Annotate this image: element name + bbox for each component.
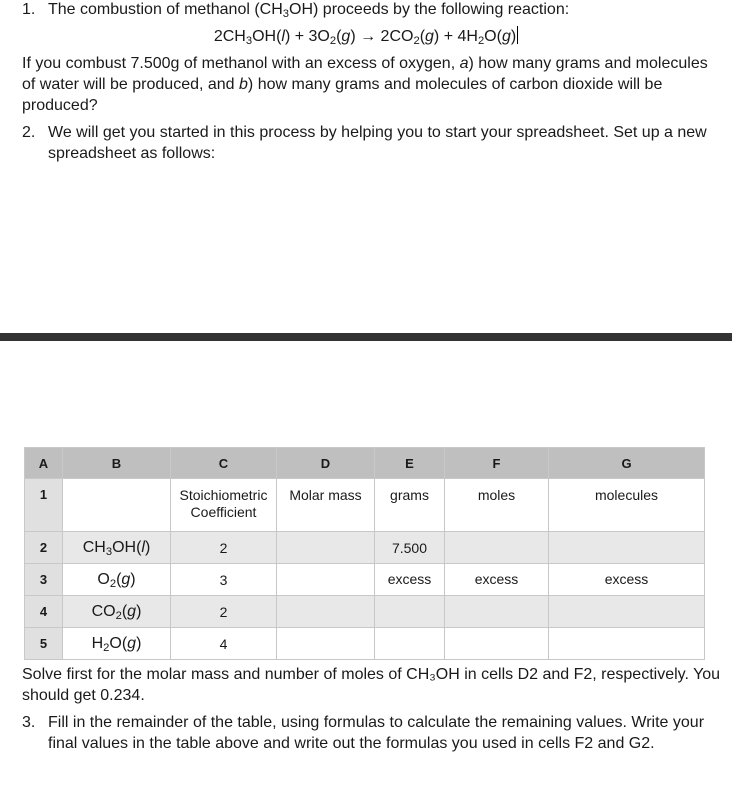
item2-number: 2.: [22, 124, 36, 141]
cell-g2[interactable]: [549, 532, 705, 564]
cell-b3[interactable]: $O_2(g)$: [63, 564, 171, 596]
col-header-a[interactable]: A: [25, 448, 63, 479]
row-header-5[interactable]: 5: [25, 628, 63, 660]
reaction-equation: $2CH_3OH(l) + 3O_2(g) \to 2CO_2(g) + 4H_2O(g)$: [213, 28, 517, 47]
cell-c2[interactable]: 2: [171, 532, 277, 564]
col-header-e[interactable]: E: [375, 448, 445, 479]
item3-number: 3.: [22, 714, 36, 731]
table-row: [25, 479, 705, 532]
cell-d2[interactable]: [277, 532, 375, 564]
item2-text: We will get you started in this process by helping you to start your spreadsheet. Set up a new spreadsheet as follows:: [48, 124, 707, 162]
item3-text: Fill in the remainder of the table, using formulas to calculate the remaining values. Write your final values in the table above and write out the formulas you used in cells F2 and G2.: [48, 714, 705, 752]
cell-d5[interactable]: [277, 628, 375, 660]
row-header-1[interactable]: 1: [25, 479, 63, 532]
item1-question: If you combust 7.500g of methanol with an excess of oxygen, a) how many grams and molecules of water will be produced, and b) how many grams and molecules of carbon dioxide will be produced?: [22, 55, 708, 114]
table-row: [25, 532, 705, 564]
col-header-d[interactable]: D: [277, 448, 375, 479]
spreadsheet-table: [24, 447, 705, 660]
item1-number: 1.: [22, 1, 36, 18]
cell-e4[interactable]: [375, 596, 445, 628]
cell-f4[interactable]: [445, 596, 549, 628]
cell-c1[interactable]: Stoichiometric Coefficient: [171, 479, 277, 532]
table-row: [25, 564, 705, 596]
cell-f2[interactable]: [445, 532, 549, 564]
cell-d1[interactable]: Molar mass: [277, 479, 375, 532]
cell-d3[interactable]: [277, 564, 375, 596]
text-cursor: [517, 26, 518, 44]
item1-heading: 1. The combustion of methanol $(CH_3OH)$ proceeds by the following reaction:: [22, 1, 570, 20]
cell-f3[interactable]: excess: [445, 564, 549, 596]
cell-f1[interactable]: moles: [445, 479, 549, 532]
cell-g1[interactable]: molecules: [549, 479, 705, 532]
cell-b2[interactable]: $CH_3OH(l)$: [63, 532, 171, 564]
table-row: [25, 628, 705, 660]
cell-b4[interactable]: $CO_2(g)$: [63, 596, 171, 628]
cell-c3[interactable]: 3: [171, 564, 277, 596]
cell-b1[interactable]: [63, 479, 171, 532]
row-header-2[interactable]: 2: [25, 532, 63, 564]
cell-e5[interactable]: [375, 628, 445, 660]
cell-c4[interactable]: 2: [171, 596, 277, 628]
cell-g4[interactable]: [549, 596, 705, 628]
row-header-3[interactable]: 3: [25, 564, 63, 596]
cell-g3[interactable]: excess: [549, 564, 705, 596]
solve-note: Solve first for the molar mass and number of moles of CH₃OH in cells D2 and F2, respectively. You should get 0.234.: [22, 666, 721, 704]
section-divider: [0, 333, 732, 341]
col-header-b[interactable]: B: [63, 448, 171, 479]
cell-d4[interactable]: [277, 596, 375, 628]
col-header-g[interactable]: G: [549, 448, 705, 479]
column-header-row: [25, 448, 705, 479]
cell-g5[interactable]: [549, 628, 705, 660]
item3: [22, 712, 712, 754]
col-header-f[interactable]: F: [445, 448, 549, 479]
row-header-4[interactable]: 4: [25, 596, 63, 628]
col-header-c[interactable]: C: [171, 448, 277, 479]
item2: [22, 122, 712, 164]
cell-e3[interactable]: excess: [375, 564, 445, 596]
cell-e2[interactable]: 7.500: [375, 532, 445, 564]
cell-b5[interactable]: $H_2O(g)$: [63, 628, 171, 660]
cell-c5[interactable]: 4: [171, 628, 277, 660]
cell-e1[interactable]: grams: [375, 479, 445, 532]
cell-f5[interactable]: [445, 628, 549, 660]
table-row: [25, 596, 705, 628]
